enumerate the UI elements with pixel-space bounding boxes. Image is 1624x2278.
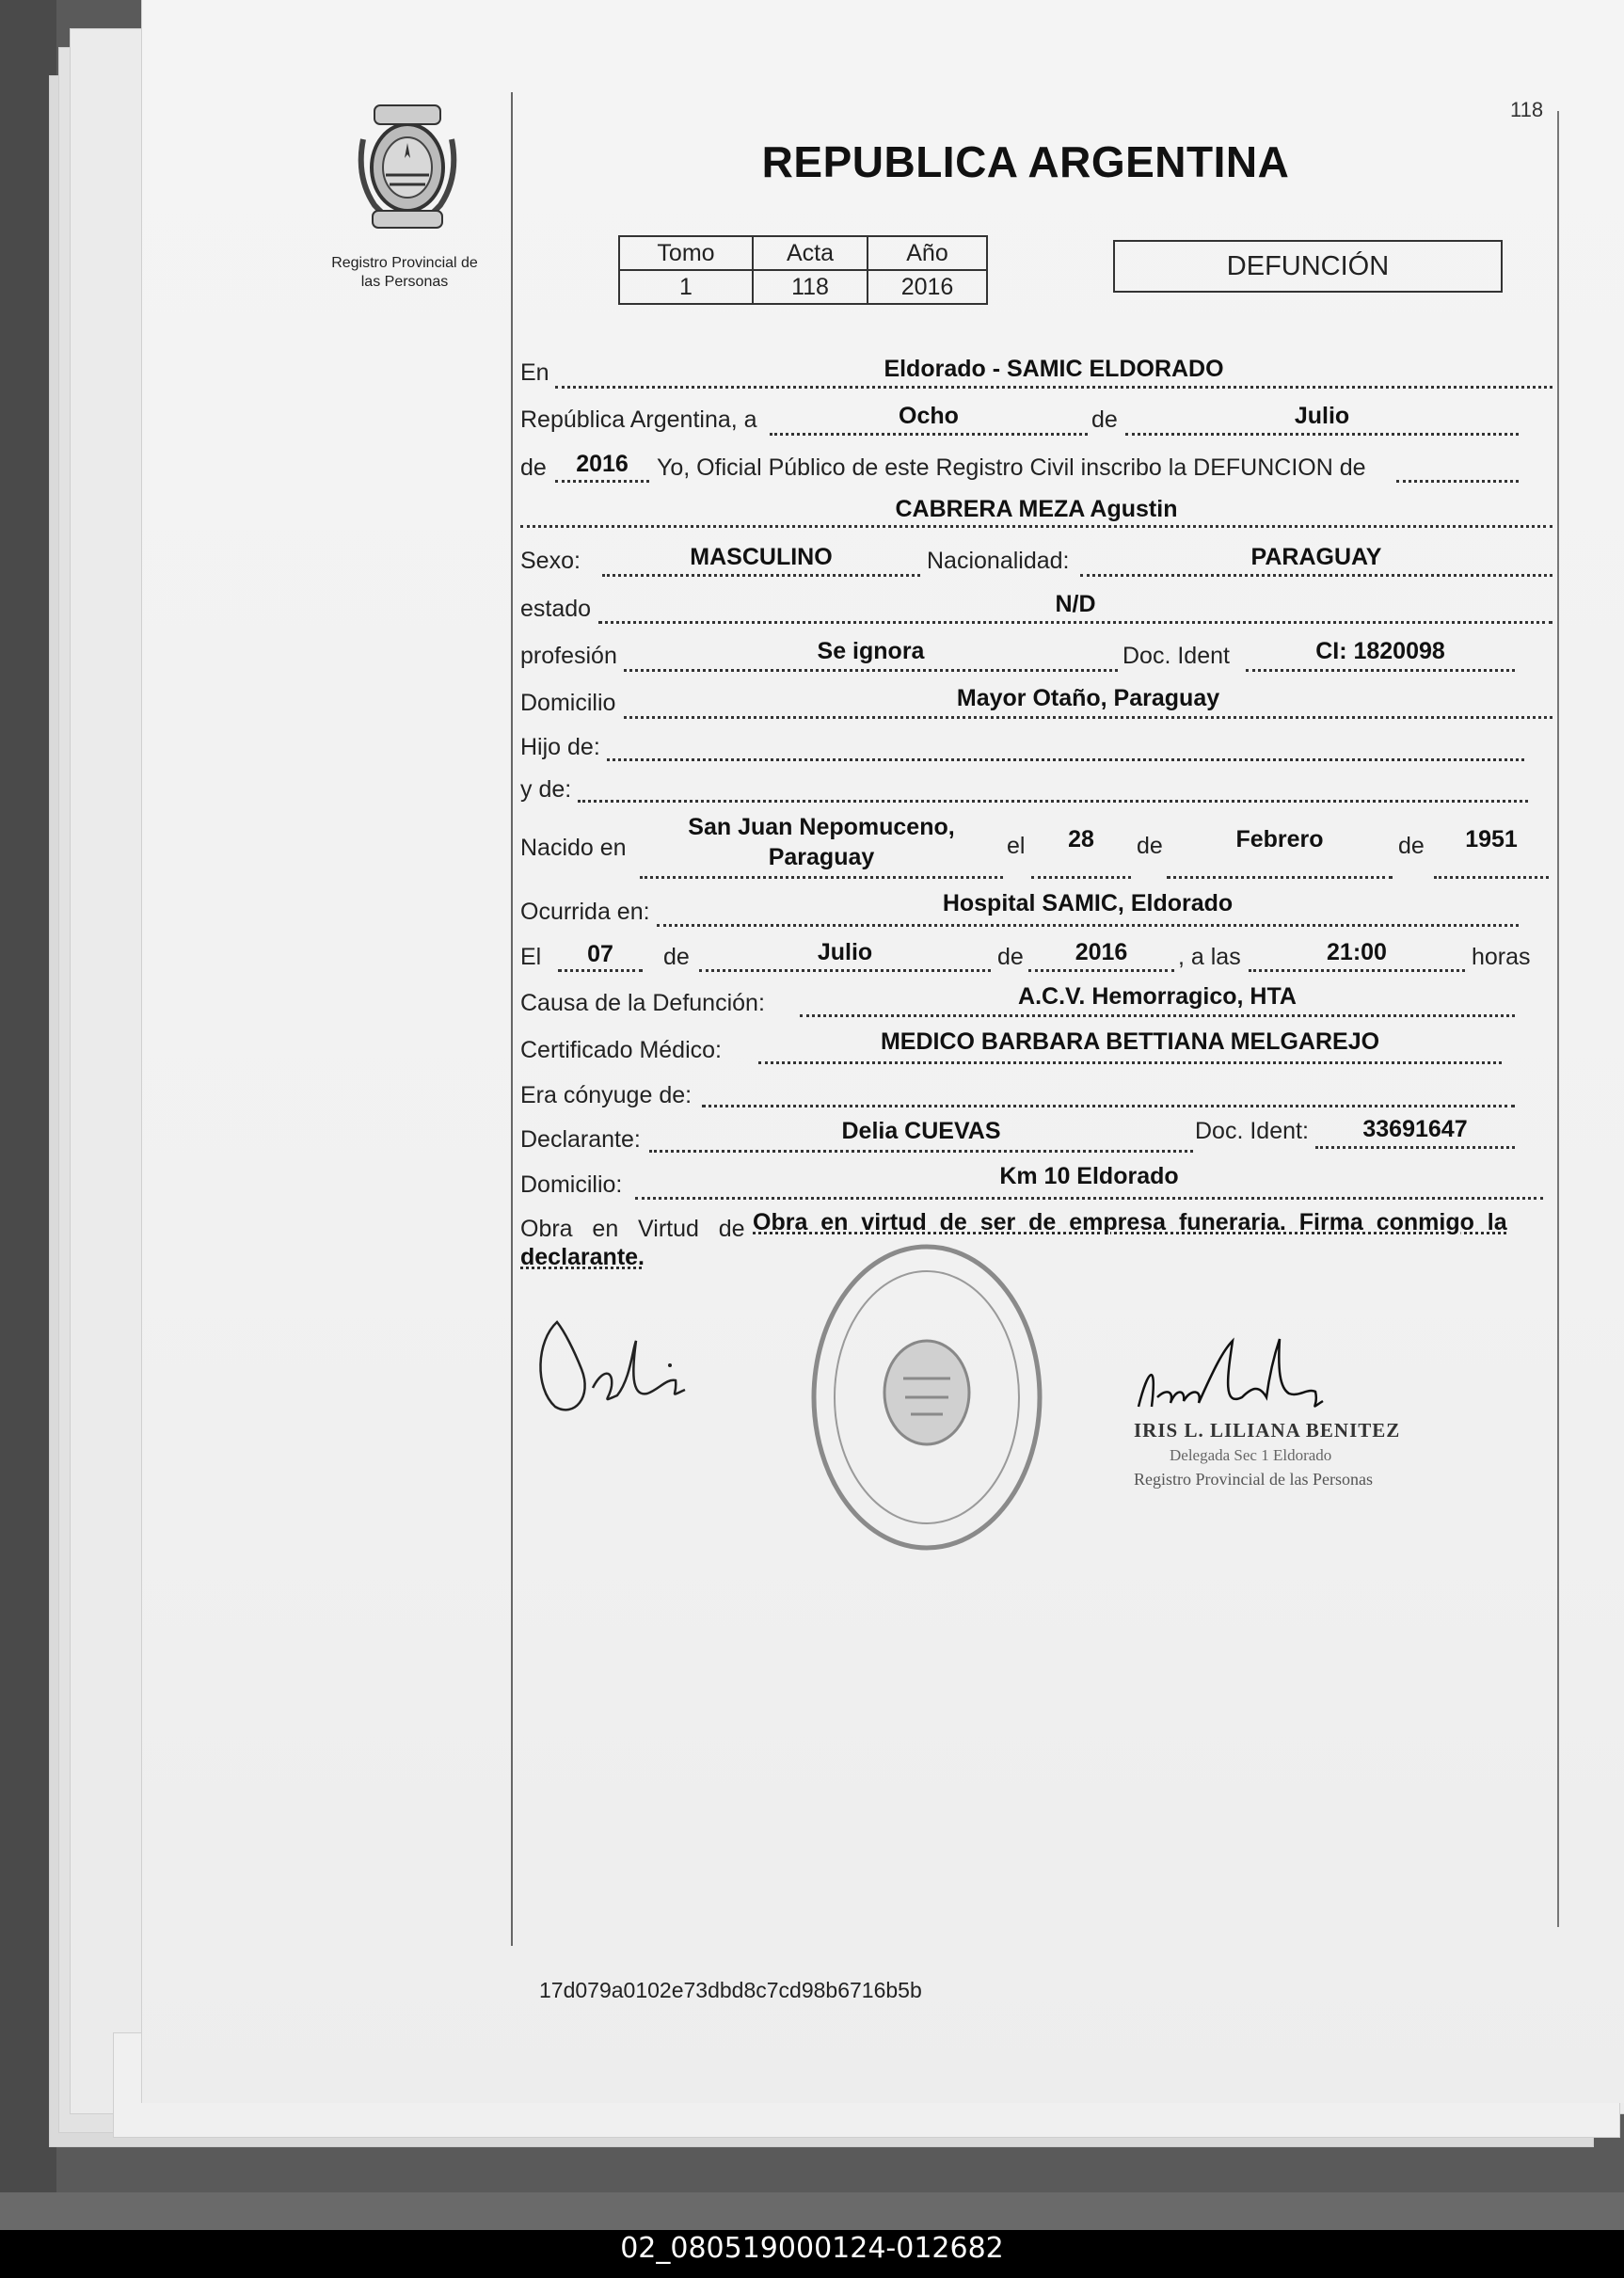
nac-de2-label: de: [1398, 833, 1425, 859]
nacido-value-line2: Paraguay: [768, 844, 875, 870]
decl-domicilio-line: [635, 1197, 1543, 1200]
table-header-ano: Año: [868, 236, 987, 270]
record-type-box: DEFUNCIÓN: [1113, 240, 1503, 293]
decl-domicilio-label: Domicilio:: [520, 1171, 623, 1198]
inscribo-label: Yo, Oficial Público de este Registro Civil inscribo la DEFUNCION de: [657, 454, 1366, 481]
left-margin-rule: [511, 92, 513, 1946]
declarante-value: Delia CUEVAS: [841, 1118, 1001, 1144]
tomo-acta-ano-table: [618, 235, 988, 305]
anio-line: [555, 480, 649, 483]
table-header-acta: Acta: [753, 236, 868, 270]
fecha-dia-value: 07: [587, 941, 613, 967]
mes-de-label: de: [1091, 406, 1118, 433]
profesion-value: Se ignora: [817, 638, 925, 664]
fecha-de1-label: de: [663, 944, 690, 970]
conyuge-label: Era cónyuge de:: [520, 1082, 693, 1108]
nacionalidad-line: [1080, 574, 1552, 577]
obra-value-line1: Obra en virtud de ser de empresa funeraria. Firma conmigo la: [753, 1209, 1507, 1235]
official-name: IRIS L. LILIANA BENITEZ: [1134, 1419, 1401, 1442]
nacido-value-line1: San Juan Nepomuceno,: [688, 814, 955, 840]
domicilio-value: Mayor Otaño, Paraguay: [956, 685, 1220, 711]
official-role: Delegada Sec 1 Eldorado: [1170, 1446, 1332, 1464]
table-value-acta: 118: [753, 270, 868, 304]
official-signature-icon: [1129, 1331, 1336, 1426]
provincial-seal-icon: [346, 102, 469, 233]
estado-label: estado: [520, 596, 592, 622]
page-number: 118: [1510, 98, 1544, 121]
nacido-label: Nacido en: [520, 835, 627, 861]
fecha-mes-value: Julio: [817, 939, 873, 965]
fecha-el-label: El: [520, 944, 542, 970]
hijo-label: Hijo de:: [520, 734, 600, 760]
sexo-line: [602, 574, 920, 577]
estado-value: N/D: [1055, 591, 1096, 617]
fecha-de2-label: de: [997, 944, 1024, 970]
nac-anio-line: [1434, 876, 1549, 879]
scan-code: 02_080519000124-012682: [620, 2232, 1004, 2265]
en-label: En: [520, 359, 549, 386]
nac-de1-label: de: [1137, 833, 1163, 859]
en-line: [555, 386, 1552, 389]
official-stamp-icon: [800, 1237, 1054, 1557]
certificado-line: [758, 1061, 1502, 1064]
table-header-tomo: Tomo: [619, 236, 753, 270]
nac-anio-value: 1951: [1465, 826, 1518, 852]
ocurrida-value: Hospital SAMIC, Eldorado: [942, 890, 1234, 916]
nacido-line: [640, 876, 1003, 879]
fecha-anio-value: 2016: [1075, 939, 1128, 965]
domicilio-line: [624, 716, 1552, 719]
nombre-value: CABRERA MEZA Agustin: [895, 496, 1178, 522]
fecha-anio-line: [1028, 969, 1174, 972]
doc-label: Doc. Ident: [1122, 643, 1230, 669]
fecha-dia-line: [558, 969, 643, 972]
mes-value: Julio: [1294, 403, 1350, 429]
obra-value-line2: declarante.: [520, 1244, 645, 1270]
registry-caption: Registro Provincial de las Personas: [331, 255, 478, 290]
en-value: Eldorado - SAMIC ELDORADO: [884, 356, 1224, 382]
profesion-line: [624, 669, 1118, 672]
inscribo-line: [1396, 480, 1519, 483]
obra-label: Obra en Virtud de: [520, 1216, 745, 1242]
mes-line: [1125, 433, 1519, 436]
nacionalidad-value: PARAGUAY: [1250, 544, 1382, 570]
hora-line: [1249, 969, 1465, 972]
table-value-ano: 2016: [868, 270, 987, 304]
decl-doc-line: [1315, 1146, 1515, 1149]
declarante-line: [649, 1150, 1193, 1153]
nac-mes-value: Febrero: [1235, 826, 1324, 852]
nacionalidad-label: Nacionalidad:: [927, 548, 1070, 574]
profesion-label: profesión: [520, 643, 617, 669]
yde-line: [578, 800, 1528, 803]
conyuge-line: [702, 1105, 1515, 1107]
document-hash: 17d079a0102e73dbd8c7cd98b6716b5b: [539, 1978, 922, 2002]
doc-value: CI: 1820098: [1315, 638, 1445, 664]
declarant-signature-icon: [527, 1313, 696, 1426]
table-value-row: [619, 270, 987, 304]
certificado-value: MEDICO BARBARA BETTIANA MELGAREJO: [880, 1028, 1380, 1055]
decl-doc-label: Doc. Ident:: [1195, 1118, 1309, 1144]
causa-line: [800, 1014, 1515, 1017]
background-bottom: [0, 2192, 1624, 2230]
background-left: [0, 0, 56, 2230]
fecha-mes-line: [699, 969, 991, 972]
ocurrida-label: Ocurrida en:: [520, 899, 650, 925]
yde-label: y de:: [520, 776, 572, 803]
nac-el-label: el: [1007, 833, 1026, 859]
decl-domicilio-value: Km 10 Eldorado: [999, 1163, 1179, 1189]
anio-value: 2016: [576, 451, 629, 477]
domicilio-label: Domicilio: [520, 690, 616, 716]
estado-line: [598, 621, 1552, 624]
causa-label: Causa de la Defunción:: [520, 990, 765, 1016]
hora-value: 21:00: [1327, 939, 1387, 965]
declarante-label: Declarante:: [520, 1126, 641, 1153]
ocurrida-line: [657, 924, 1519, 927]
sexo-label: Sexo:: [520, 548, 581, 574]
nac-dia-value: 28: [1068, 826, 1094, 852]
certificado-label: Certificado Médico:: [520, 1037, 722, 1063]
dia-value: Ocho: [899, 403, 959, 429]
nac-mes-line: [1167, 876, 1393, 879]
document-title: REPUBLICA ARGENTINA: [761, 137, 1290, 186]
doc-line: [1246, 669, 1515, 672]
nac-dia-line: [1031, 876, 1131, 879]
anio-label: de: [520, 454, 547, 481]
right-margin-rule: [1557, 111, 1559, 1927]
dia-line: [770, 433, 1088, 436]
sexo-value: MASCULINO: [690, 544, 833, 570]
table-header-row: [619, 236, 987, 270]
hijo-line: [607, 758, 1524, 761]
nombre-line: [520, 525, 1552, 528]
table-value-tomo: 1: [619, 270, 753, 304]
causa-value: A.C.V. Hemorragico, HTA: [1018, 983, 1297, 1010]
horas-label: horas: [1472, 944, 1531, 970]
alas-label: , a las: [1178, 944, 1241, 970]
official-org: Registro Provincial de las Personas: [1134, 1470, 1373, 1489]
decl-doc-value: 33691647: [1362, 1116, 1468, 1142]
republica-label: República Argentina, a: [520, 406, 757, 433]
